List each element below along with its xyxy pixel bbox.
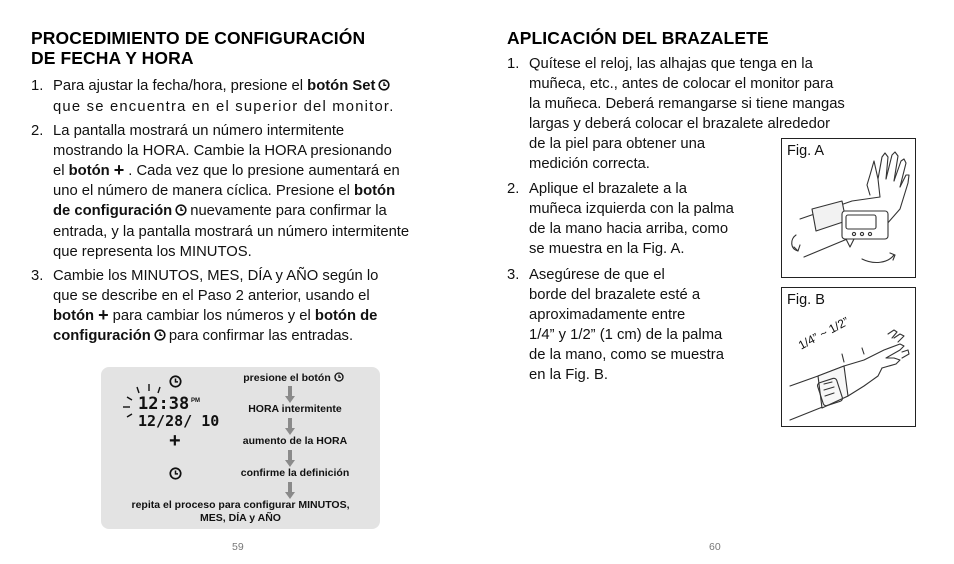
r-step3-line4: 1/4” y 1/2” (1 cm) de la palma (529, 327, 723, 343)
page-number: 60 (709, 541, 721, 553)
step-number: 1. (31, 78, 44, 94)
lcd-time: 12:38 (138, 394, 190, 414)
clock-icon (154, 327, 166, 347)
clock-icon (169, 375, 182, 393)
step2-line6: entrada, y la pantalla mostrará un número intermitente (53, 224, 410, 240)
clock-icon (169, 467, 182, 485)
left-step-2 (31, 121, 451, 261)
set-button-label: botón Set (307, 78, 376, 94)
step3-line3c: botón de (314, 308, 378, 324)
step1-text-c: que se encuentra en el superior del monitor. (53, 99, 395, 115)
step2-line3c: . Cada vez que lo presione aumentará en (128, 163, 400, 179)
left-title-line2: DE FECHA Y HORA (31, 48, 194, 68)
plus-icon: + (113, 160, 125, 180)
lcd-pm: PM (191, 398, 200, 404)
r-step3-line2: borde del brazalete esté a (529, 287, 701, 303)
step-number: 2. (31, 123, 44, 139)
figure-b-measurement: 1/4” ~ 1/2” (796, 314, 852, 353)
r-step1-line2: muñeca, etc., antes de colocar el monitor para (529, 76, 834, 92)
down-arrow-icon (285, 418, 295, 436)
flow-step-3: aumento de la HORA (242, 435, 348, 447)
right-step-2 (507, 179, 767, 259)
r-step1-line1: Quítese el reloj, las alhajas que tenga en la (529, 56, 813, 72)
plus-icon: + (98, 305, 109, 325)
lcd-date: 12/28/ 10 (138, 412, 220, 430)
r-step1-line4: largas y deberá colocar el brazalete alrededor (529, 116, 831, 132)
step3-line4b: para confirmar las entradas. (168, 328, 354, 344)
figure-a (781, 138, 916, 278)
flow-step-4: confirme la definición (240, 467, 350, 479)
figure-a-label: Fig. A (787, 143, 825, 159)
flow-step-2: HORA intermitente (248, 403, 342, 415)
left-step-3 (31, 266, 451, 346)
flow-step-5 (107, 499, 374, 525)
config-button-label: de configuración (53, 203, 173, 219)
r-step1-line6: medición correcta. (529, 156, 650, 172)
r-step3-line3: aproximadamente entre (529, 307, 686, 323)
plus-button-label: botón (68, 163, 110, 179)
figure-b-label: Fig. B (787, 292, 825, 308)
clock-icon (175, 202, 187, 222)
step2-line1: La pantalla mostrará un número intermitente (53, 123, 345, 139)
step2-line2: mostrando la HORA. Cambie la HORA presionando (53, 143, 392, 159)
flow-step-1 (225, 372, 365, 386)
flow-step-5-line1: repita el proceso para configurar MINUTOS, (131, 499, 350, 511)
step2-line7: que representa los MINUTOS. (53, 244, 252, 260)
wrist-cuff-palm-up-illustration (782, 139, 917, 279)
step1-text-a: Para ajustar la fecha/hora, presione el (53, 78, 308, 94)
r-step2-line3: de la mano hacia arriba, como (529, 221, 729, 237)
down-arrow-icon (285, 450, 295, 468)
step-number: 1. (507, 56, 520, 72)
step2-line3a: el (53, 163, 69, 179)
left-title (31, 28, 431, 68)
right-page (477, 0, 954, 564)
r-step2-line2: muñeca izquierda con la palma (529, 201, 734, 217)
step2-line5b: nuevamente para confirmar la (190, 203, 387, 219)
clock-icon (378, 77, 390, 97)
r-step1-line5: de la piel para obtener una (529, 136, 706, 152)
figure-b (781, 287, 916, 427)
plus-button-label: botón (53, 308, 95, 324)
step2-line4a: uno el número de manera cíclica. Presione el (53, 183, 355, 199)
r-step3-line6: en la Fig. B. (529, 367, 608, 383)
flow-step-1-label: presione el botón (243, 372, 331, 384)
step-number: 3. (31, 268, 44, 284)
left-step-1 (31, 76, 451, 116)
right-step-3 (507, 265, 767, 385)
step-number: 2. (507, 181, 520, 197)
down-arrow-icon (285, 386, 295, 404)
r-step2-line1: Aplique el brazalete a la (529, 181, 687, 197)
step3-line1: Cambie los MINUTOS, MES, DÍA y AÑO según lo (53, 268, 379, 284)
r-step3-line5: de la mano, como se muestra (529, 347, 724, 363)
step3-line3b: para cambiar los números y el (112, 308, 315, 324)
step3-line2: que se describe en el Paso 2 anterior, usando el (53, 288, 370, 304)
right-title: APLICACIÓN DEL BRAZALETE (507, 28, 769, 48)
page-number: 59 (232, 541, 244, 553)
wrist-cuff-distance-illustration (782, 288, 917, 428)
step-number: 3. (507, 267, 520, 283)
down-arrow-icon (285, 482, 295, 500)
flow-step-5-line2: MES, DÍA y AÑO (200, 512, 281, 524)
clock-icon (334, 372, 344, 386)
setup-flow-diagram (101, 367, 380, 529)
config-button-label: configuración (53, 328, 151, 344)
r-step2-line4: se muestra en la Fig. A. (529, 241, 685, 257)
step2-line4b: botón (354, 183, 396, 199)
r-step3-line1: Asegúrese de que el (529, 267, 665, 283)
r-step1-line3: la muñeca. Deberá remangarse si tiene mangas (529, 96, 845, 112)
plus-icon: + (169, 430, 181, 452)
left-title-line1: PROCEDIMIENTO DE CONFIGURACIÓN (31, 28, 366, 48)
